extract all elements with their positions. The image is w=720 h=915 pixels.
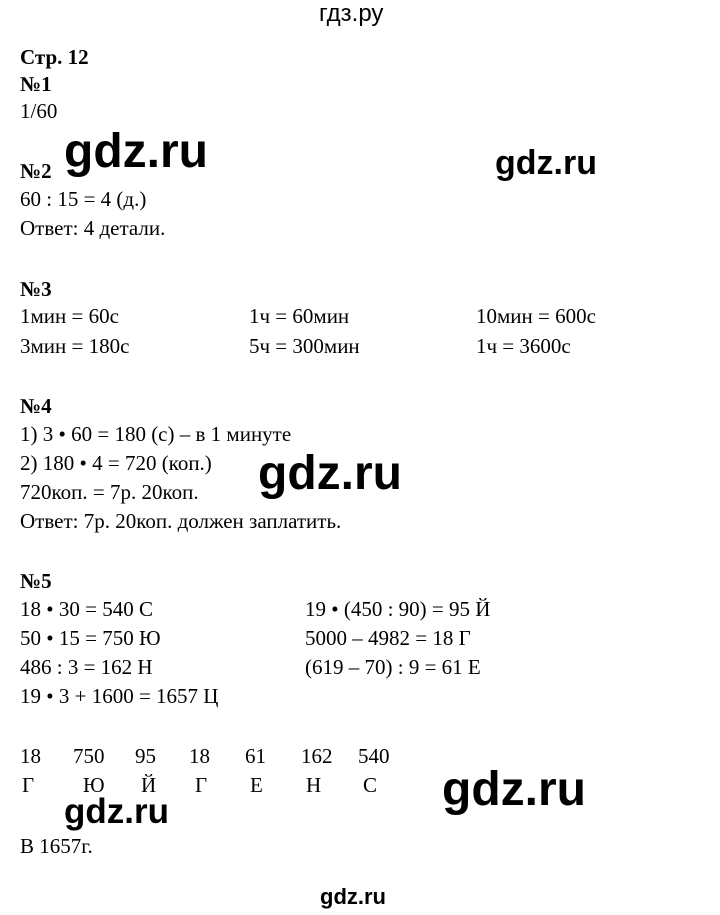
task-5-equation: 19 • (450 : 90) = 95 Й: [305, 597, 491, 621]
task-1-label: №1: [20, 72, 52, 96]
code-letter: Е: [250, 773, 263, 797]
code-number: 61: [245, 744, 266, 768]
code-number: 162: [301, 744, 333, 768]
watermark: gdz.ru: [495, 144, 597, 182]
task-5-answer: В 1657г.: [20, 834, 93, 858]
task-1-answer: 1/60: [20, 99, 58, 123]
task-4-line: 1) 3 • 60 = 180 (с) – в 1 минуте: [20, 422, 292, 446]
task-2-label: №2: [20, 159, 52, 183]
code-letter: Г: [22, 773, 35, 797]
watermark: gdz.ru: [442, 763, 586, 816]
task-3-cell: 3мин = 180с: [20, 334, 130, 358]
task-3-cell: 10мин = 600с: [476, 304, 596, 328]
code-letter: С: [363, 773, 378, 797]
task-5-equation: (619 – 70) : 9 = 61 Е: [305, 655, 481, 679]
code-letter: Г: [195, 773, 208, 797]
task-5-equation: 19 • 3 + 1600 = 1657 Ц: [20, 684, 219, 708]
task-4-line: 2) 180 • 4 = 720 (коп.): [20, 451, 212, 475]
task-4-label: №4: [20, 394, 52, 418]
task-3-label: №3: [20, 277, 52, 301]
task-3-cell: 1ч = 60мин: [249, 304, 350, 328]
code-number: 540: [358, 744, 390, 768]
task-4-line: 720коп. = 7р. 20коп.: [20, 480, 199, 504]
task-4-answer: Ответ: 7р. 20коп. должен заплатить.: [20, 509, 342, 533]
task-5-equation: 5000 – 4982 = 18 Г: [305, 626, 471, 650]
page-ref: Стр. 12: [20, 45, 89, 69]
task-5-equation: 50 • 15 = 750 Ю: [20, 626, 161, 650]
task-5-equation: 18 • 30 = 540 С: [20, 597, 153, 621]
code-number: 18: [20, 744, 41, 768]
code-letter: Ю: [83, 773, 105, 797]
task-3-cell: 1ч = 3600с: [476, 334, 571, 358]
task-5-equation: 486 : 3 = 162 Н: [20, 655, 153, 679]
task-3-cell: 5ч = 300мин: [249, 334, 360, 358]
task-5-label: №5: [20, 569, 52, 593]
code-letter: Й: [141, 773, 157, 797]
code-number: 750: [73, 744, 105, 768]
task-3-cell: 1мин = 60с: [20, 304, 119, 328]
site-footer: gdz.ru: [320, 884, 386, 909]
watermark: gdz.ru: [64, 792, 169, 831]
watermark: gdz.ru: [64, 125, 208, 178]
code-number: 95: [135, 744, 156, 768]
task-2-answer: Ответ: 4 детали.: [20, 216, 166, 240]
watermark: gdz.ru: [258, 447, 402, 500]
task-2-solution: 60 : 15 = 4 (д.): [20, 187, 147, 211]
code-letter: Н: [306, 773, 322, 797]
site-header: гдз.ру: [319, 0, 384, 27]
code-number: 18: [189, 744, 210, 768]
